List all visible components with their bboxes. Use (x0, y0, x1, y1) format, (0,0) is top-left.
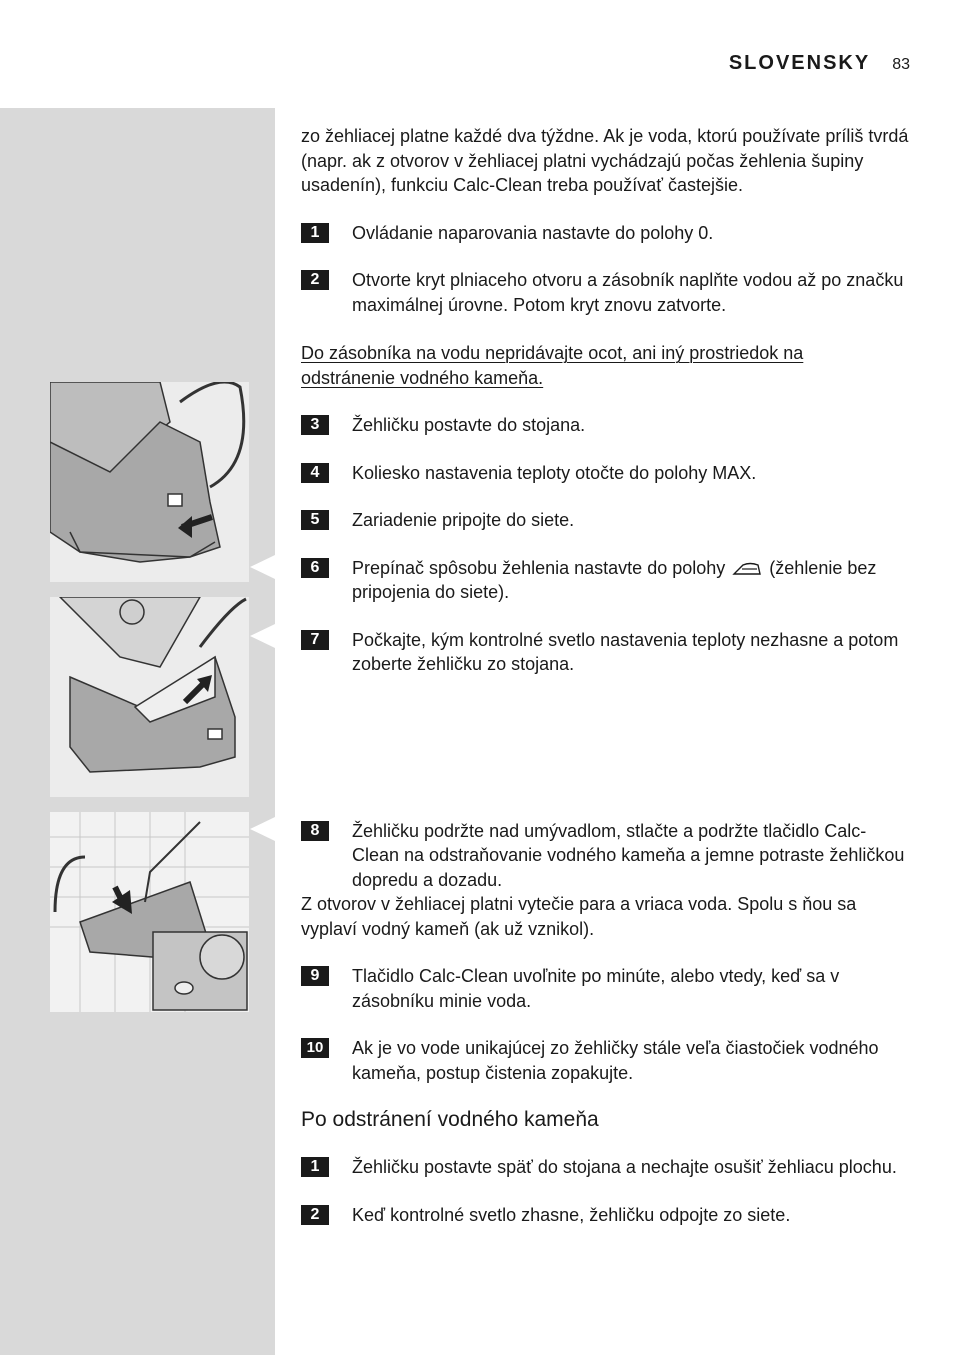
intro-paragraph: zo žehliacej platne každé dva týždne. Ak je voda, ktorú používate príliš tvrdá (napr. ak z otvorov v žehliacej platni vychádzajú počas žehlenia šupiny usadenín), funkciu Calc-Clean treba používať častejšie. (301, 126, 909, 195)
step-number: 1 (301, 1157, 329, 1177)
figure-pointer (250, 817, 275, 841)
step-number: 9 (301, 966, 329, 986)
after-step-1 (301, 1155, 911, 1180)
step-number: 7 (301, 630, 329, 650)
section-title: Po odstránení vodného kameňa (301, 1108, 599, 1131)
step-10 (301, 1036, 911, 1085)
step-3 (301, 413, 911, 438)
page-header (729, 52, 910, 75)
step-8-note: Z otvorov v žehliacej platni vytečie para a vriaca voda. Spolu s ňou sa vyplaví vodný kameň (ak už vznikol). (301, 894, 857, 939)
step-4 (301, 461, 911, 486)
step-text (352, 556, 911, 605)
lift-iron-drawing (50, 597, 249, 797)
step-2 (301, 268, 911, 317)
figure-pointer (250, 624, 275, 648)
illustration-iron-in-stand (50, 382, 249, 582)
step-text: Otvorte kryt plniaceho otvoru a zásobník naplňte vodou až po značku maximálnej úrovne. Potom kryt znovu zatvorte. (352, 270, 904, 315)
step-text: Ak je vo vode unikajúcej zo žehličky stále veľa čiastočiek vodného kameňa, postup čistenia zopakujte. (352, 1038, 879, 1083)
step-1 (301, 221, 911, 246)
iron-stand-drawing (50, 382, 249, 582)
step-number: 3 (301, 415, 329, 435)
step-text: Tlačidlo Calc-Clean uvoľnite po minúte, alebo vtedy, keď sa v zásobníku minie voda. (352, 966, 840, 1011)
step-number: 8 (301, 821, 329, 841)
step-text: Zariadenie pripojte do siete. (352, 510, 575, 530)
illustration-calc-clean (50, 812, 249, 1012)
page-number: 83 (892, 56, 910, 73)
calc-clean-drawing (50, 812, 249, 1012)
step-number: 5 (301, 510, 329, 530)
step-number: 1 (301, 223, 329, 243)
step-5 (301, 508, 911, 533)
step-6 (301, 556, 911, 605)
step-number: 2 (301, 1205, 329, 1225)
after-step-2 (301, 1203, 911, 1228)
step-text: Počkajte, kým kontrolné svetlo nastavenia teploty nezhasne a potom zoberte žehličku zo stojana. (352, 629, 899, 674)
step-text-after: (žehlenie bez pripojenia do siete). (352, 557, 877, 602)
step-number: 4 (301, 463, 329, 483)
step-text: Žehličku podržte nad umývadlom, stlačte a podržte tlačidlo Calc-Clean na odstraňovanie vodného kameňa a jemne potraste žehličkou dopredu a dozadu. (352, 820, 905, 890)
warning-note: Do zásobníka na vodu nepridávajte ocot, ani iný prostriedok na odstránenie vodného kameňa. (301, 343, 804, 388)
step-number: 6 (301, 558, 329, 578)
step-text: Ovládanie naparovania nastavte do polohy 0. (352, 222, 714, 243)
step-text: Keď kontrolné svetlo zhasne, žehličku odpojte zo siete. (352, 1204, 791, 1225)
figure-pointer (250, 555, 275, 579)
step-8 (301, 819, 911, 893)
cordless-iron-icon (732, 561, 762, 577)
step-text-before: Prepínač spôsobu žehlenia nastavte do polohy (352, 557, 726, 578)
illustration-lift-iron (50, 597, 249, 797)
step-9 (301, 964, 911, 1013)
step-text: Žehličku postavte späť do stojana a nechajte osušiť žehliacu plochu. (352, 1157, 897, 1177)
step-text: Koliesko nastavenia teploty otočte do polohy MAX. (352, 462, 757, 483)
step-7 (301, 628, 911, 677)
step-text: Žehličku postavte do stojana. (352, 415, 586, 435)
step-number: 10 (301, 1038, 329, 1058)
language-heading: SLOVENSKY (728, 52, 871, 74)
step-number: 2 (301, 270, 329, 290)
main-content (301, 124, 911, 1227)
